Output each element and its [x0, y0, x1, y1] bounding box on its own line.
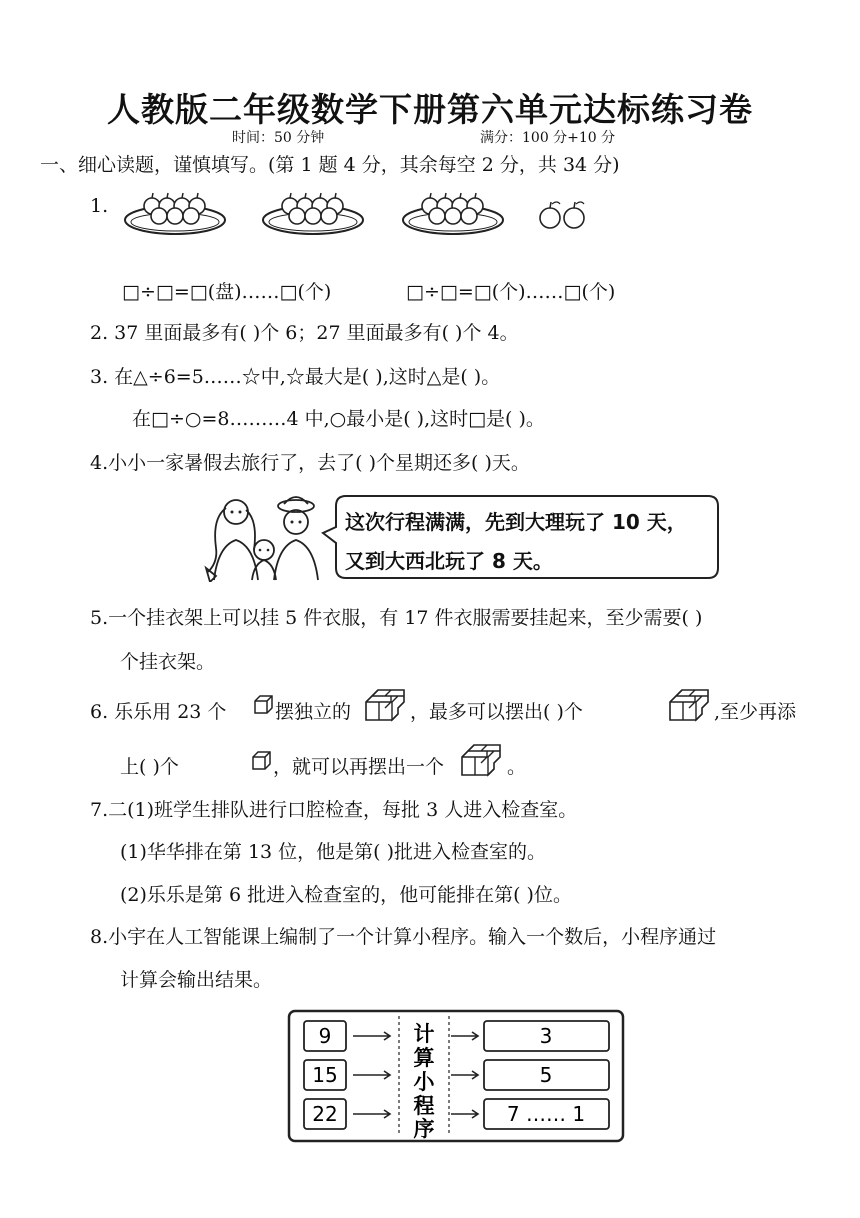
program-label-char: 算: [413, 1046, 435, 1070]
question-6-part7: 。: [507, 756, 527, 778]
apple-plate-icon: [125, 193, 225, 234]
loose-apples-icon: [540, 202, 584, 228]
question-3-line1: 3. 在△÷6=5……☆中,☆最大是( ),这时△是( )。: [90, 366, 501, 388]
program-output: 3: [539, 1024, 553, 1048]
question-6-part2: 摆独立的: [275, 701, 352, 723]
calculator-program-diagram: [286, 1008, 626, 1144]
small-cube-icon: [254, 695, 274, 715]
program-output: 5: [539, 1063, 553, 1087]
question-4: 4.小小一家暑假去旅行了，去了( )个星期还多( )天。: [90, 452, 530, 474]
program-label-char: 计: [413, 1022, 435, 1046]
time-limit: 时间：50 分钟: [232, 130, 325, 146]
q1-formula-apples: □÷□=□(个)……□(个): [406, 281, 616, 303]
small-cube-icon: [252, 751, 272, 771]
question-7-sub1: (1)华华排在第 13 位，他是第( )批进入检查室的。: [120, 841, 547, 863]
program-label-char: 小: [413, 1070, 435, 1094]
speech-bubble-line2: 又到大西北玩了 8 天。: [345, 549, 553, 573]
question-6-part4: ,至少再添: [714, 701, 797, 723]
question-6-part5: 上( )个: [120, 756, 179, 778]
question-6-part6: ，就可以再摆出一个: [273, 756, 445, 778]
program-output: 7 …… 1: [506, 1102, 586, 1126]
question-8-line2: 计算会输出结果。: [120, 969, 273, 991]
question-5-line2: 个挂衣架。: [120, 651, 216, 673]
question-2: 2. 37 里面最多有( )个 6；27 里面最多有( )个 4。: [90, 322, 519, 344]
page-title: 人教版二年级数学下册第六单元达标练习卷: [107, 90, 753, 129]
question-6-part1: 6. 乐乐用 23 个: [90, 701, 227, 723]
question-3-line2: 在□÷○=8………4 中,○最小是( ),这时□是( )。: [132, 408, 545, 430]
program-input: 22: [312, 1102, 338, 1126]
question-number: 1.: [90, 195, 109, 217]
question-8-line1: 8.小宇在人工智能课上编制了一个计算小程序。输入一个数后，小程序通过: [90, 926, 717, 948]
q1-formula-plates: □÷□=□(盘)……□(个): [122, 281, 332, 303]
program-input: 15: [312, 1063, 338, 1087]
apple-plates-illustration: [122, 182, 602, 244]
cube-block-icon: [364, 688, 408, 722]
cube-block-icon: [668, 688, 712, 722]
cube-block-icon: [460, 743, 504, 777]
full-score: 满分：100 分+10 分: [480, 130, 616, 146]
program-label-char: 程: [413, 1094, 435, 1118]
family-illustration: [196, 488, 326, 582]
speech-bubble-line1: 这次行程满满，先到大理玩了 10 天，: [345, 510, 687, 534]
question-5-line1: 5.一个挂衣架上可以挂 5 件衣服，有 17 件衣服需要挂起来，至少需要( ): [90, 607, 703, 629]
section-heading: 一、细心读题，谨慎填写。(第 1 题 4 分，其余每空 2 分，共 34 分): [40, 154, 620, 176]
question-6-part3: ，最多可以摆出( )个: [410, 701, 583, 723]
program-label-char: 序: [413, 1117, 435, 1141]
question-7-sub2: (2)乐乐是第 6 批进入检查室的，他可能排在第( )位。: [120, 884, 572, 906]
program-input: 9: [318, 1024, 332, 1048]
question-7-stem: 7.二(1)班学生排队进行口腔检查，每批 3 人进入检查室。: [90, 799, 578, 821]
